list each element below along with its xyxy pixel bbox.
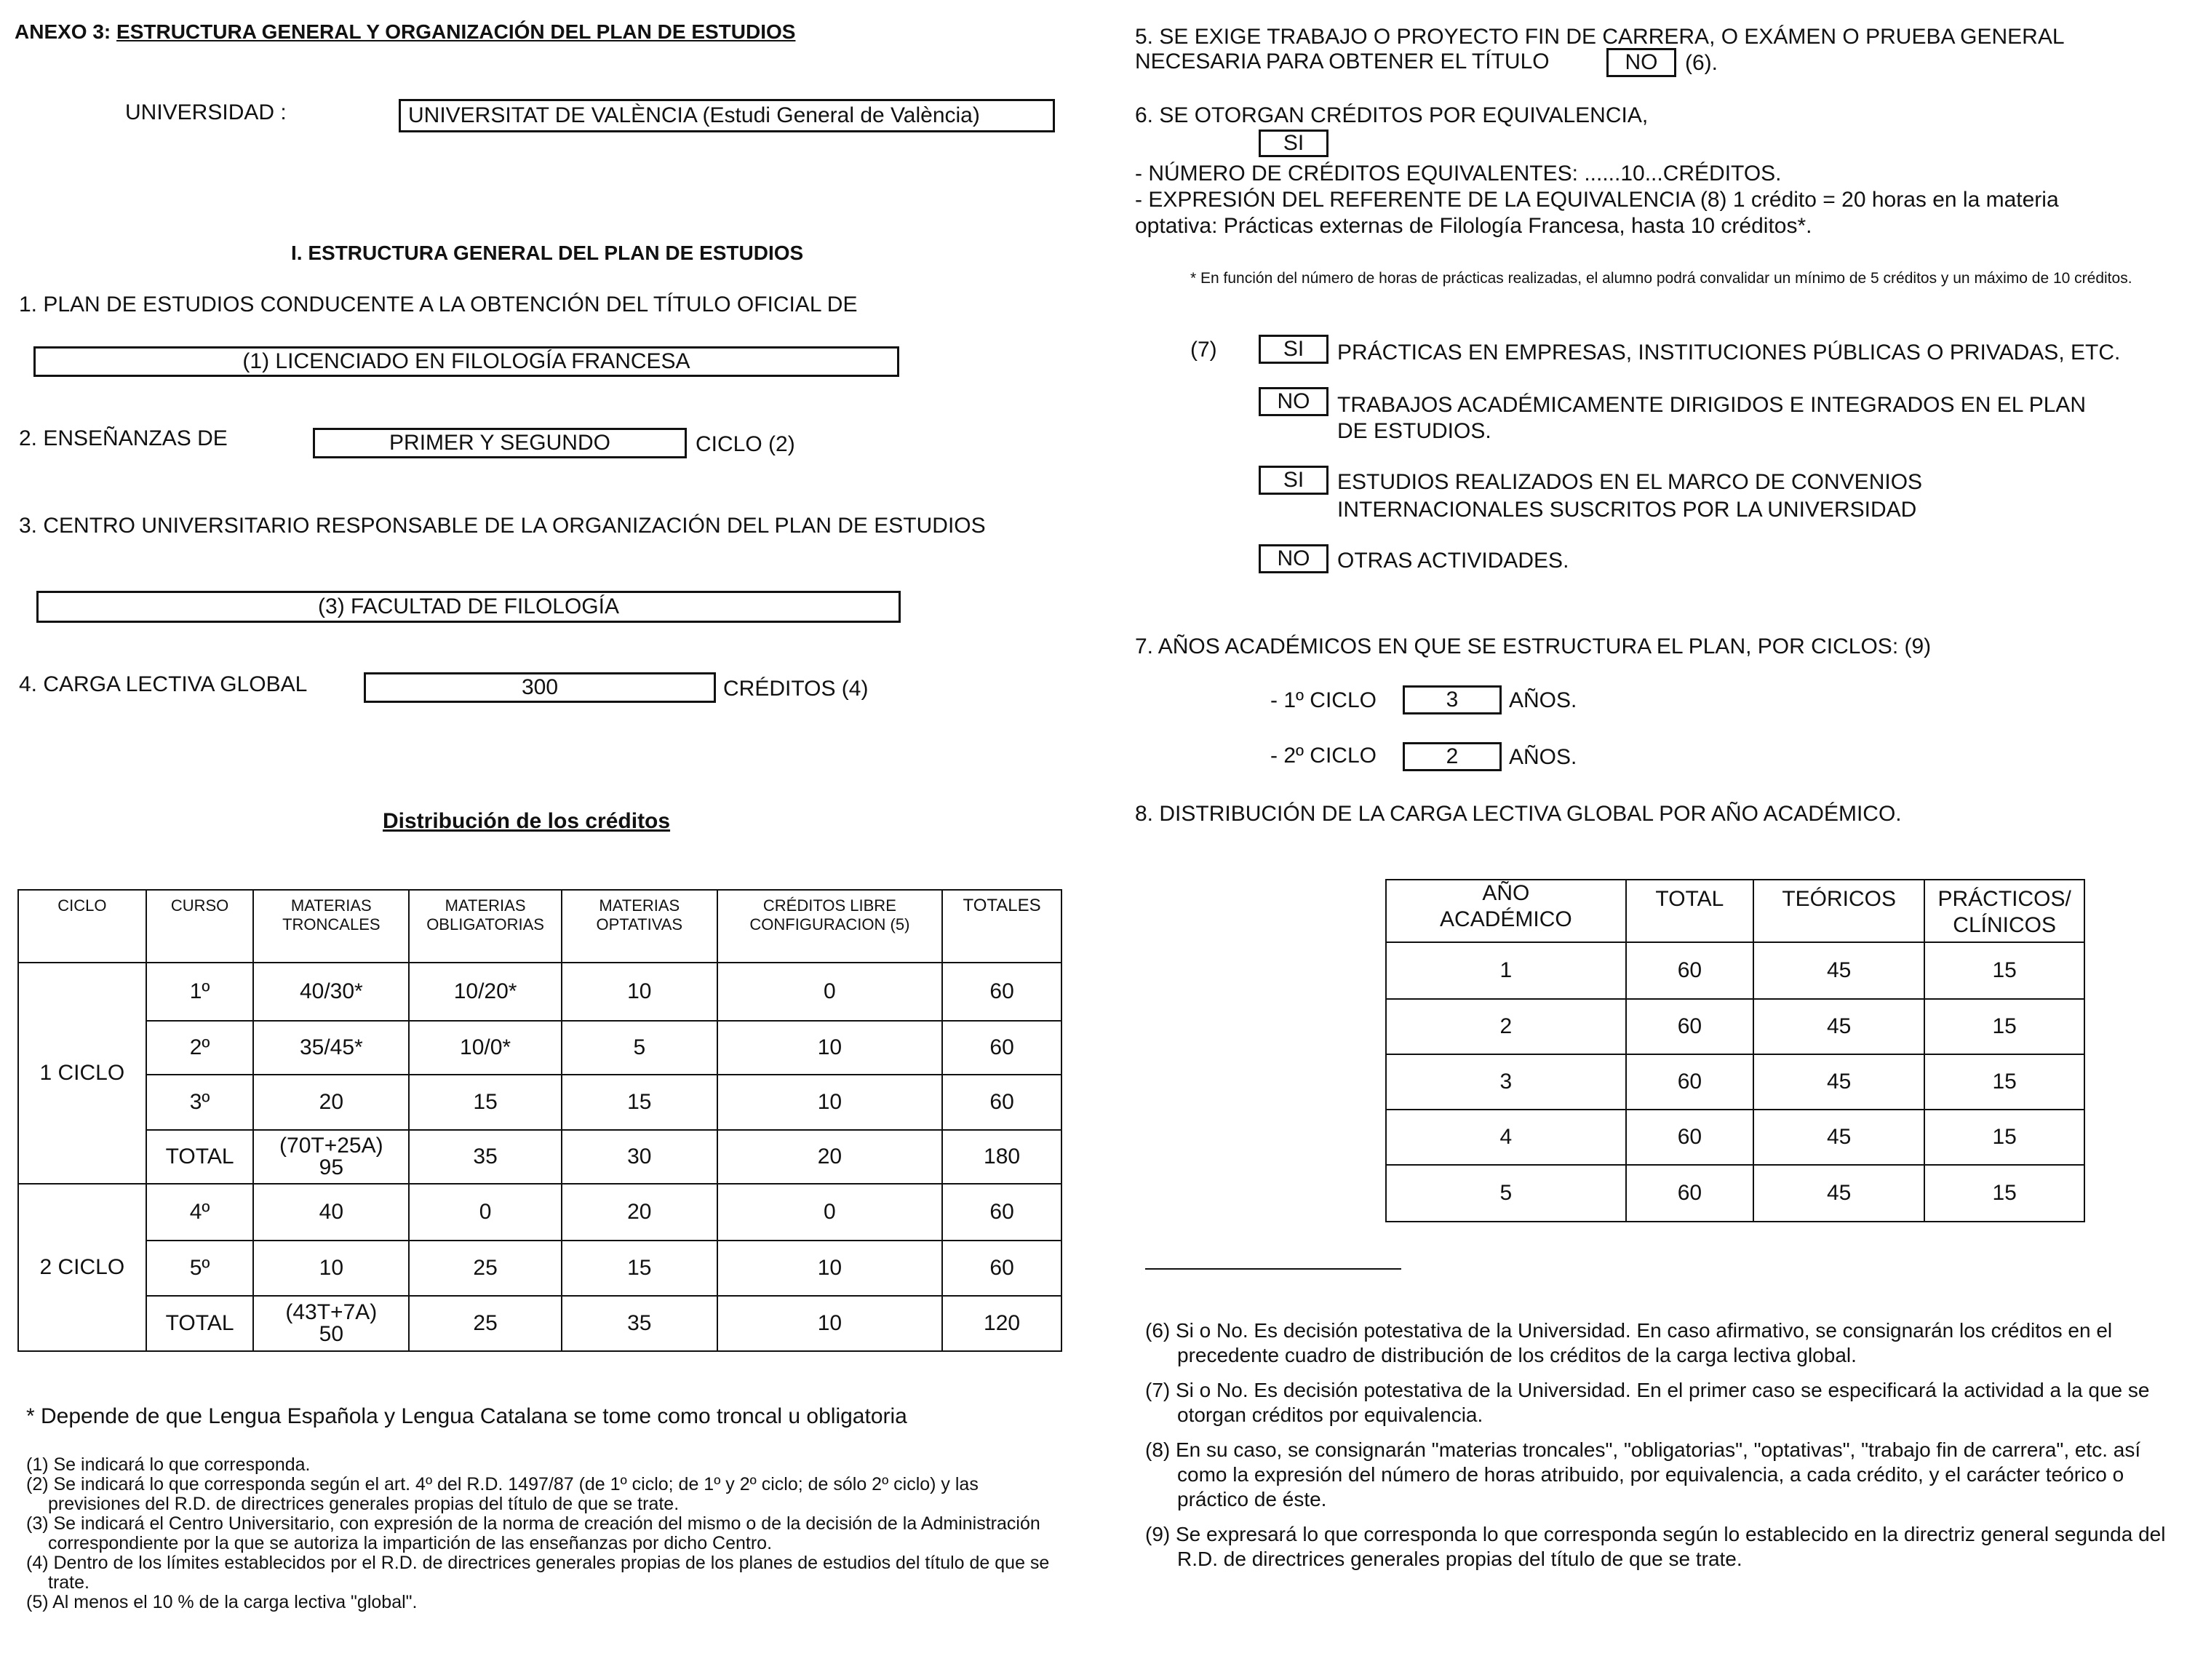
item2-suffix: CICLO (2) <box>696 432 795 456</box>
cell-obligatorias: 10/0* <box>409 1021 562 1075</box>
cell-theory: 45 <box>1753 1054 1924 1110</box>
header-practice: PRÁCTICOS/ CLÍNICOS <box>1924 880 2084 942</box>
cell-theory: 45 <box>1753 942 1924 999</box>
annex-heading <box>15 20 795 44</box>
item8-text: 8. DISTRIBUCIÓN DE LA CARGA LECTIVA GLOBAL POR AÑO ACADÉMICO. <box>1135 802 1902 826</box>
cell-practice: 15 <box>1924 942 2084 999</box>
distribution-title: Distribución de los créditos <box>383 809 671 833</box>
activity-2-field: NO <box>1259 387 1328 416</box>
item5-suffix: (6). <box>1685 51 1718 75</box>
center-field: (3) FACULTAD DE FILOLOGÍA <box>36 591 901 623</box>
cell-curso: 3º <box>146 1075 254 1130</box>
activity-3-text-2: INTERNACIONALES SUSCRITOS POR LA UNIVERSIDAD <box>1337 498 1917 522</box>
cell-optativas: 20 <box>562 1184 717 1241</box>
footnote-7: (7) Si o No. Es decisión potestativa de la Universidad. En el primer caso se especificará la actividad a la que se otorgan créditos por equivalencia. <box>1145 1379 2150 1426</box>
university-label: UNIVERSIDAD : <box>125 100 287 124</box>
cycle2-years-label: - 2º CICLO <box>1270 744 1377 768</box>
cycle2-years-field: 2 <box>1403 742 1502 771</box>
cycle1-years-label: - 1º CICLO <box>1270 688 1377 712</box>
cell-year: 2 <box>1386 999 1626 1054</box>
item4-label: 4. CARGA LECTIVA GLOBAL <box>19 672 308 696</box>
cell-total: 60 <box>1626 942 1753 999</box>
footnote-6: (6) Si o No. Es decisión potestativa de la Universidad. En caso afirmativo, se consignarán los créditos en el precedente cuadro de distribución de los créditos de la carga lectiva global. <box>1145 1319 2113 1366</box>
cell-optativas: 10 <box>562 963 717 1021</box>
footnote-1: (1) Se indicará lo que corresponda. <box>26 1454 311 1475</box>
header-optativas: MATERIAS OPTATIVAS <box>562 890 717 963</box>
footnote-3: (3) Se indicará el Centro Universitario, con expresión de la norma de creación del mismo o de la decisión de la Administración correspondiente por la que se autoriza la impartición de las enseñanzas por dicho Centro. <box>26 1513 1040 1553</box>
item7-text: 7. AÑOS ACADÉMICOS EN QUE SE ESTRUCTURA EL PLAN, POR CICLOS: (9) <box>1135 634 1932 658</box>
header-year: AÑO ACADÉMICO <box>1386 880 1626 942</box>
cell-obligatorias: 10/20* <box>409 963 562 1021</box>
footnote-2: (2) Se indicará lo que corresponda según el art. 4º del R.D. 1497/87 (de 1º ciclo; de 1º y 2º ciclo; de sólo 2º ciclo) y las previsiones del R.D. de directrices generales propias del título de que se trate. <box>26 1474 979 1514</box>
item5-text: 5. SE EXIGE TRABAJO O PROYECTO FIN DE CARRERA, O EXÁMEN O PRUEBA GENERAL <box>1135 25 2065 49</box>
cell-totales: 60 <box>942 963 1061 1021</box>
cell-libre: 0 <box>717 1184 943 1241</box>
cell-libre: 20 <box>717 1130 943 1184</box>
cell-optativas: 15 <box>562 1241 717 1296</box>
cell-optativas: 5 <box>562 1021 717 1075</box>
table-row <box>1386 1165 2084 1222</box>
cell-libre: 10 <box>717 1296 943 1351</box>
equivalence-field: SI <box>1259 130 1328 157</box>
activity-1-text: PRÁCTICAS EN EMPRESAS, INSTITUCIONES PÚBLICAS O PRIVADAS, ETC. <box>1337 341 2121 365</box>
activities-marker: (7) <box>1190 338 1217 362</box>
cell-totales: 60 <box>942 1184 1061 1241</box>
cell-total: 60 <box>1626 1165 1753 1222</box>
cell-year: 4 <box>1386 1110 1626 1165</box>
cell-theory: 45 <box>1753 1165 1924 1222</box>
cell-libre: 10 <box>717 1241 943 1296</box>
cell-obligatorias: 0 <box>409 1184 562 1241</box>
cycle1-years-unit: AÑOS. <box>1509 688 1577 712</box>
cell-practice: 15 <box>1924 1110 2084 1165</box>
cell-practice: 15 <box>1924 1054 2084 1110</box>
item3-label: 3. CENTRO UNIVERSITARIO RESPONSABLE DE LA ORGANIZACIÓN DEL PLAN DE ESTUDIOS <box>19 514 986 538</box>
cell-obligatorias: 25 <box>409 1241 562 1296</box>
cycle1-years-field: 3 <box>1403 685 1502 714</box>
table-row <box>18 1184 1061 1241</box>
activity-1-field: SI <box>1259 335 1328 364</box>
activity-3-text: ESTUDIOS REALIZADOS EN EL MARCO DE CONVENIOS <box>1337 470 1923 494</box>
item4-suffix: CRÉDITOS (4) <box>723 677 869 701</box>
troncales-breakdown: (43T+7A) <box>285 1300 378 1324</box>
equivalence-expression: - EXPRESIÓN DEL REFERENTE DE LA EQUIVALENCIA (8) 1 crédito = 20 horas en la materia <box>1135 188 2059 212</box>
cell-troncales: 40/30* <box>253 963 409 1021</box>
cell-optativas: 30 <box>562 1130 717 1184</box>
footnote-8: (8) En su caso, se consignarán "materias troncales", "obligatorias", "optativas", "trabajo fin de carrera", etc. así como la expresión del número de horas atribuido, por equivalencia, a cada crédito, y el carácter teórico o práctico de éste. <box>1145 1438 2141 1510</box>
header-totales: TOTALES <box>942 890 1061 963</box>
cell-curso: 1º <box>146 963 254 1021</box>
cycle2-label: 2 CICLO <box>18 1184 146 1351</box>
cell-year: 3 <box>1386 1054 1626 1110</box>
cell-curso: TOTAL <box>146 1130 254 1184</box>
cycles-field: PRIMER Y SEGUNDO <box>313 428 687 458</box>
table-row <box>18 1075 1061 1130</box>
activity-3-field: SI <box>1259 466 1328 495</box>
asterisk-note: * Depende de que Lengua Española y Lengua Catalana se tome como troncal u obligatoria <box>26 1404 907 1428</box>
cell-theory: 45 <box>1753 999 1924 1054</box>
cycle1-total-row <box>18 1130 1061 1184</box>
header-obligatorias: MATERIAS OBLIGATORIAS <box>409 890 562 963</box>
final-project-field: NO <box>1606 48 1676 77</box>
cell-curso: 4º <box>146 1184 254 1241</box>
header-total: TOTAL <box>1626 880 1753 942</box>
equivalence-note: * En función del número de horas de prácticas realizadas, el alumno podrá convalidar un mínimo de 5 créditos y un máximo de 10 créditos. <box>1190 270 2132 287</box>
activity-4-field: NO <box>1259 544 1328 573</box>
table-row <box>1386 1110 2084 1165</box>
cell-obligatorias: 15 <box>409 1075 562 1130</box>
equivalent-credits: - NÚMERO DE CRÉDITOS EQUIVALENTES: ......10...CRÉDITOS. <box>1135 162 1782 186</box>
cell-optativas: 15 <box>562 1075 717 1130</box>
footnote-9: (9) Se expresará lo que corresponda lo que corresponda según lo establecido en la directriz general segunda del R.D. de directrices generales propias del título de que se trate. <box>1145 1523 2166 1570</box>
university-field: UNIVERSITAT DE VALÈNCIA (Estudi General de València) <box>399 99 1055 132</box>
cell-optativas: 35 <box>562 1296 717 1351</box>
cell-obligatorias: 35 <box>409 1130 562 1184</box>
cell-totales: 60 <box>942 1241 1061 1296</box>
cell-total: 60 <box>1626 1110 1753 1165</box>
troncales-total: 95 <box>319 1155 344 1179</box>
cell-libre: 10 <box>717 1075 943 1130</box>
activity-4-text: OTRAS ACTIVIDADES. <box>1337 549 1569 573</box>
header-curso: CURSO <box>146 890 254 963</box>
cell-theory: 45 <box>1753 1110 1924 1165</box>
footnote-4: (4) Dentro de los límites establecidos por el R.D. de directrices generales propias de los planes de estudios del título de que se trate. <box>26 1553 1050 1593</box>
table-row <box>18 1021 1061 1075</box>
header-ciclo: CICLO <box>18 890 146 963</box>
credits-table <box>17 889 1062 1352</box>
item2-label: 2. ENSEÑANZAS DE <box>19 426 228 450</box>
cell-troncales <box>253 1296 409 1351</box>
yearly-header-row <box>1386 880 2084 942</box>
credit-load-field: 300 <box>364 672 716 703</box>
header-theory: TEÓRICOS <box>1753 880 1924 942</box>
activity-2-text: TRABAJOS ACADÉMICAMENTE DIRIGIDOS E INTEGRADOS EN EL PLAN <box>1337 393 2087 417</box>
cell-totales: 180 <box>942 1130 1061 1184</box>
section-title: I. ESTRUCTURA GENERAL DEL PLAN DE ESTUDIOS <box>291 242 804 264</box>
item1-label: 1. PLAN DE ESTUDIOS CONDUCENTE A LA OBTENCIÓN DEL TÍTULO OFICIAL DE <box>19 292 858 317</box>
cycle2-years-unit: AÑOS. <box>1509 745 1577 769</box>
left-footnotes <box>26 1455 1074 1612</box>
cell-totales: 60 <box>942 1075 1061 1130</box>
cell-totales: 120 <box>942 1296 1061 1351</box>
annex-prefix: ANEXO 3: <box>15 20 111 43</box>
table-row <box>1386 1054 2084 1110</box>
footnote-5: (5) Al menos el 10 % de la carga lectiva "global". <box>26 1592 418 1612</box>
cell-troncales: 10 <box>253 1241 409 1296</box>
cell-year: 5 <box>1386 1165 1626 1222</box>
cell-troncales: 35/45* <box>253 1021 409 1075</box>
footnote-divider <box>1145 1268 1401 1270</box>
annex-title: ESTRUCTURA GENERAL Y ORGANIZACIÓN DEL PLAN DE ESTUDIOS <box>116 20 796 43</box>
table-row <box>1386 999 2084 1054</box>
cell-practice: 15 <box>1924 999 2084 1054</box>
cell-curso: 5º <box>146 1241 254 1296</box>
troncales-breakdown: (70T+25A) <box>279 1134 383 1158</box>
credits-header-row <box>18 890 1061 963</box>
item6-text: 6. SE OTORGAN CRÉDITOS POR EQUIVALENCIA, <box>1135 103 1649 127</box>
table-row <box>18 1241 1061 1296</box>
cell-total: 60 <box>1626 1054 1753 1110</box>
cell-libre: 10 <box>717 1021 943 1075</box>
cell-curso: 2º <box>146 1021 254 1075</box>
cell-obligatorias: 25 <box>409 1296 562 1351</box>
cell-totales: 60 <box>942 1021 1061 1075</box>
cell-libre: 0 <box>717 963 943 1021</box>
cell-practice: 15 <box>1924 1165 2084 1222</box>
item5-text2: NECESARIA PARA OBTENER EL TÍTULO <box>1135 49 1550 73</box>
right-footnotes <box>1145 1318 2178 1572</box>
cell-year: 1 <box>1386 942 1626 999</box>
table-row <box>18 963 1061 1021</box>
header-troncales: MATERIAS TRONCALES <box>253 890 409 963</box>
equivalence-expression-2: optativa: Prácticas externas de Filología Francesa, hasta 10 créditos*. <box>1135 214 1812 238</box>
table-row <box>1386 942 2084 999</box>
cycle2-total-row <box>18 1296 1061 1351</box>
cell-troncales <box>253 1130 409 1184</box>
yearly-table <box>1385 879 2085 1222</box>
activity-2-text-2: DE ESTUDIOS. <box>1337 419 1491 443</box>
cell-troncales: 40 <box>253 1184 409 1241</box>
degree-title-field: (1) LICENCIADO EN FILOLOGÍA FRANCESA <box>33 346 899 377</box>
cycle1-label: 1 CICLO <box>18 963 146 1184</box>
header-libre: CRÉDITOS LIBRE CONFIGURACION (5) <box>717 890 943 963</box>
troncales-total: 50 <box>319 1322 344 1346</box>
cell-troncales: 20 <box>253 1075 409 1130</box>
cell-curso: TOTAL <box>146 1296 254 1351</box>
cell-total: 60 <box>1626 999 1753 1054</box>
